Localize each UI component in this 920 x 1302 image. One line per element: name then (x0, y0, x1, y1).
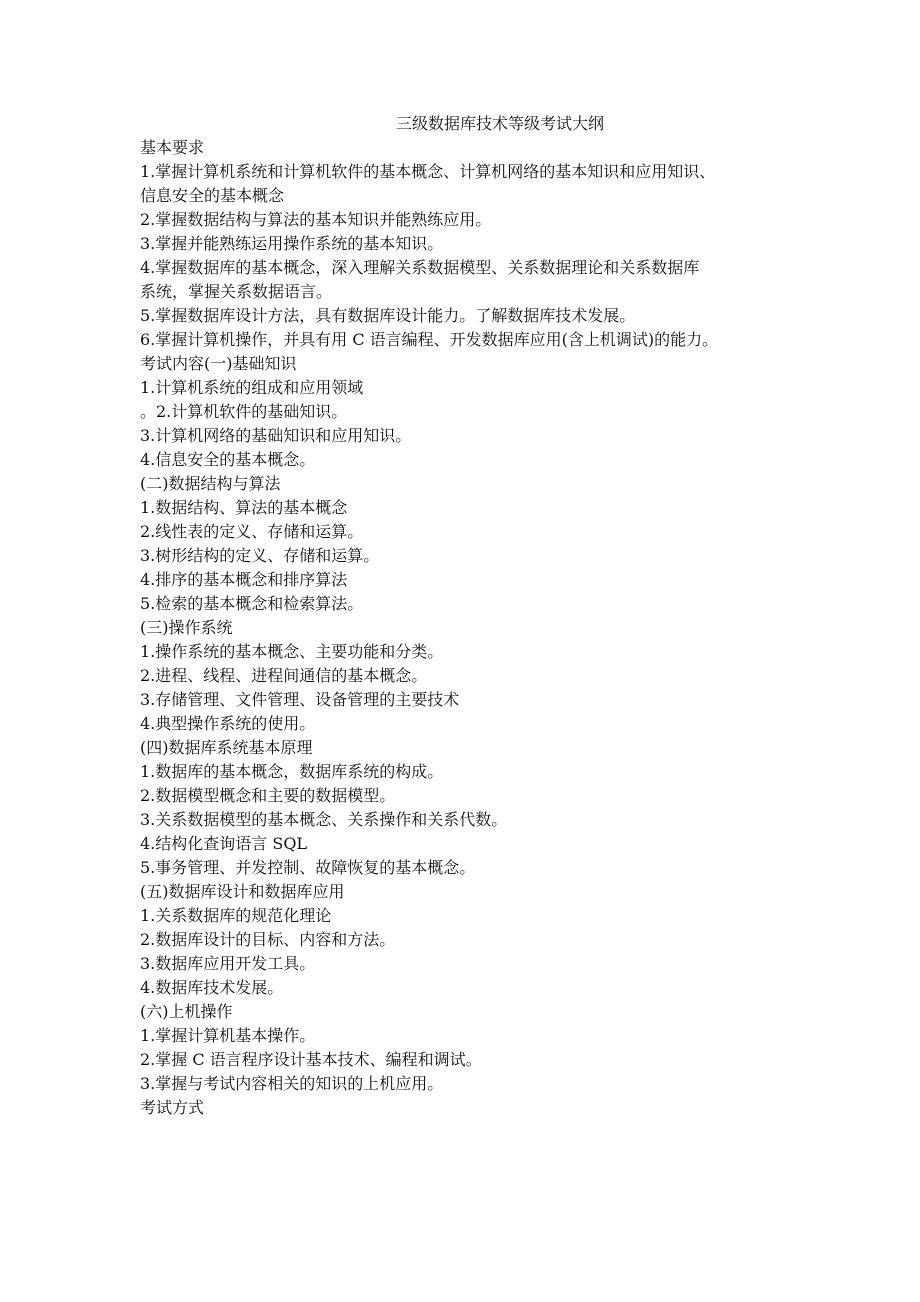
text-line: 3.计算机网络的基础知识和应用知识。 (140, 426, 412, 445)
section-heading: (四)数据库系统基本原理 (140, 738, 313, 757)
section-heading: 考试内容(一)基础知识 (140, 354, 297, 373)
document-lines (140, 136, 820, 1120)
text-line: 1.数据结构、算法的基本概念 (140, 498, 348, 517)
document-body (140, 112, 820, 1120)
text-line: 系统，掌握关系数据语言。 (140, 282, 333, 301)
section-heading: (五)数据库设计和数据库应用 (140, 882, 345, 901)
text-line: 2.进程、线程、进程间通信的基本概念。 (140, 666, 428, 685)
text-line: 2.线性表的定义、存储和运算。 (140, 522, 364, 541)
text-line: 4.数据库技术发展。 (140, 978, 284, 997)
text-line: 。2.计算机软件的基础知识。 (140, 402, 348, 421)
text-line: 6.掌握计算机操作，并具有用 C 语言编程、开发数据库应用(含上机调试)的能力。 (140, 330, 719, 349)
text-line: 3.关系数据模型的基本概念、关系操作和关系代数。 (140, 810, 508, 829)
text-line: 3.存储管理、文件管理、设备管理的主要技术 (140, 690, 460, 709)
text-line: 2.数据模型概念和主要的数据模型。 (140, 786, 396, 805)
text-line: 1.数据库的基本概念，数据库系统的构成。 (140, 762, 444, 781)
text-line: 4.典型操作系统的使用。 (140, 714, 316, 733)
text-line: 5.掌握数据库设计方法，具有数据库设计能力。了解数据库技术发展。 (140, 306, 636, 325)
text-line: 1.掌握计算机基本操作。 (140, 1026, 316, 1045)
text-line: 2.掌握 C 语言程序设计基本技术、编程和调试。 (140, 1050, 482, 1069)
text-line: 4.掌握数据库的基本概念，深入理解关系数据模型、关系数据理论和关系数据库 (140, 258, 700, 277)
text-line: 3.掌握并能熟练运用操作系统的基本知识。 (140, 234, 444, 253)
section-heading: (三)操作系统 (140, 618, 233, 637)
text-line: 基本要求 (140, 138, 205, 157)
text-line: 4.排序的基本概念和排序算法 (140, 570, 348, 589)
text-line: 1.操作系统的基本概念、主要功能和分类。 (140, 642, 444, 661)
section-heading: (六)上机操作 (140, 1002, 233, 1021)
document-title: 三级数据库技术等级考试大纲 (395, 114, 604, 133)
text-line: 2.数据库设计的目标、内容和方法。 (140, 930, 396, 949)
text-line: 3.数据库应用开发工具。 (140, 954, 316, 973)
text-line: 2.掌握数据结构与算法的基本知识并能熟练应用。 (140, 210, 492, 229)
text-line: 4.信息安全的基本概念。 (140, 450, 316, 469)
text-line: 5.检索的基本概念和检索算法。 (140, 594, 364, 613)
text-line: 3.掌握与考试内容相关的知识的上机应用。 (140, 1074, 444, 1093)
text-line: 5.事务管理、并发控制、故障恢复的基本概念。 (140, 858, 476, 877)
text-line: 1.掌握计算机系统和计算机软件的基本概念、计算机网络的基本知识和应用知识、 (140, 162, 716, 181)
text-line: 信息安全的基本概念 (140, 186, 285, 205)
text-line: 1.计算机系统的组成和应用领域 (140, 378, 364, 397)
text-line: 1.关系数据库的规范化理论 (140, 906, 332, 925)
section-heading: 考试方式 (140, 1098, 205, 1117)
text-line: 4.结构化查询语言 SQL (140, 834, 308, 853)
section-heading: (二)数据结构与算法 (140, 474, 281, 493)
text-line: 3.树形结构的定义、存储和运算。 (140, 546, 380, 565)
